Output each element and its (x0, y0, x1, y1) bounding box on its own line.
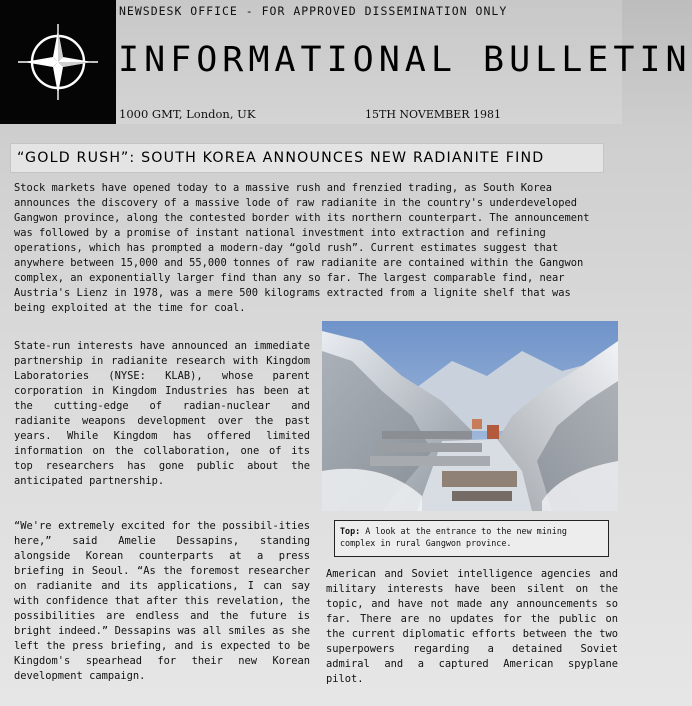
issue-date: 15TH NOVEMBER 1981 (365, 108, 501, 121)
article-headline: “GOLD RUSH”: SOUTH KOREA ANNOUNCES NEW RADIANITE FIND (17, 150, 545, 166)
mining-complex-photo (322, 321, 618, 511)
caption-label: Top: (340, 526, 361, 536)
article-lead-paragraph: Stock markets have opened today to a massive rush and frenzied trading, as South Korea announces the discovery of a massive lode of raw radianite in the country's underdeveloped Gangwon province, along the contested border with its northern counterpart. The announcement was followed by a promise of instant national investment into extraction and refining operations, which has prompted a modern-day “gold rush”. Current estimates suggest that anywhere between 15,000 and 55,000 tonnes of raw radianite are contained within the Gangwon complex, an exponentially larger find than any so far. The largest comparable find, near Austria's Lienz in 1978, was a mere 500 kilograms extracted from a lignite shelf that was being exploited at the time for coal. (14, 182, 590, 314)
masthead (116, 0, 692, 124)
dateline: 1000 GMT, London, UK (119, 107, 256, 121)
bulletin-logo (0, 0, 116, 124)
caption-text: A look at the entrance to the new mining complex in rural Gangwon province. (340, 526, 567, 548)
article-paragraph-intelligence: American and Soviet intelligence agencies and military interests have been silent on the topic, and have not made any announcements so far. There are no updates for the public on the current diplomatic efforts between the two superpowers regarding a detained Soviet admiral and a captured American spyplane pilot. (326, 568, 618, 685)
mountain-valley-image (322, 321, 618, 511)
compass-star-icon (0, 0, 116, 124)
headline-box (10, 143, 604, 173)
photo-caption (334, 520, 609, 557)
article-paragraph-partnership: State-run interests have announced an immediate partnership in radianite research with Kingdom Laboratories (NYSE: KLAB), whose parent corporation in Kingdom Industries has been at the cutting-edge of radian-nuclear and radianite weapons development over the past years. While Kingdom has offered limited information on the collaboration, one of its top researchers has gone public about the anticipated partnership. (14, 340, 310, 487)
office-line: NEWSDESK OFFICE - FOR APPROVED DISSEMINATION ONLY (119, 4, 508, 18)
bulletin-title: INFORMATIONAL BULLETIN (118, 40, 692, 80)
article-paragraph-quote: “We're extremely excited for the possibil-ities here,” said Amelie Dessapins, standing alongside Korean counterparts at a press briefing in Seoul. “As the foremost researcher on radianite and its applications, I can say with confidence that after this revelation, the possibilities are endless and the future is bright indeed.” Dessapins was all smiles as she left the press briefing, and is expected to be Kingdom's spearhead for their new Korean development campaign. (14, 520, 310, 682)
